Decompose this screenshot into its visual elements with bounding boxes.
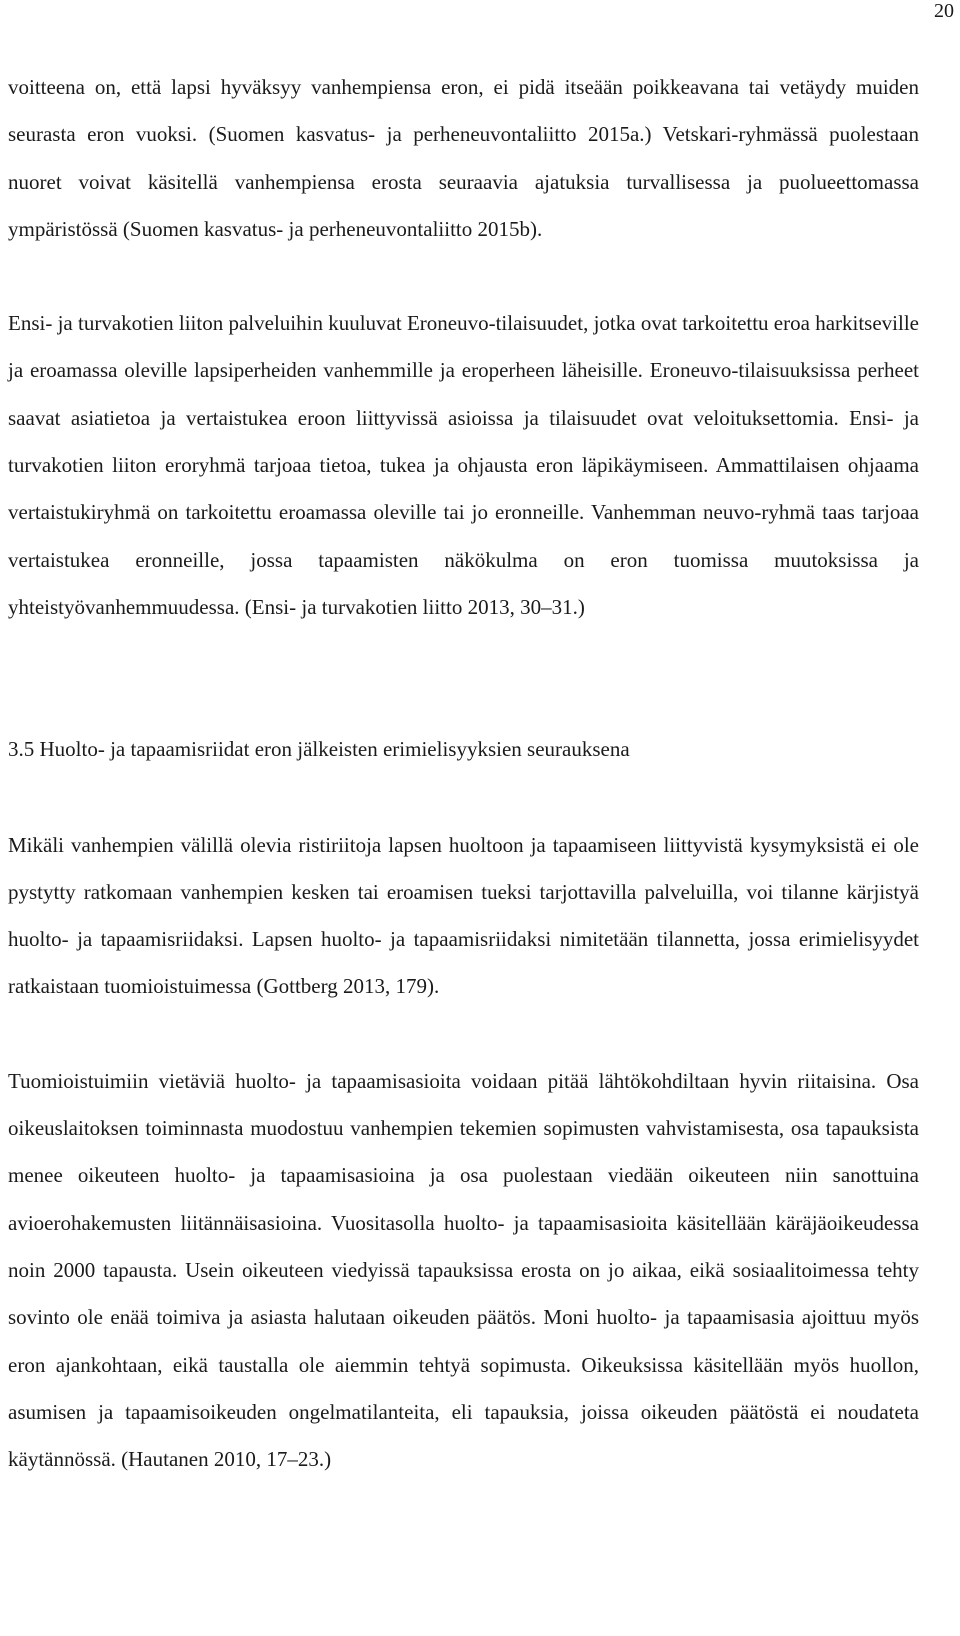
paragraph-3: Mikäli vanhempien välillä olevia ristiriitoja lapsen huoltoon ja tapaamiseen liittyvistä kysymyksistä ei ole pystytty ratkomaan vanhempien kesken tai eroamisen tueksi tarjottavilla palveluilla, voi tilanne kärjistyä huolto- ja tapaamisriidaksi. Lapsen huolto- ja tapaamisriidaksi nimitetään tilannetta, jossa erimielisyydet ratkaistaan tuomioistuimessa (Gottberg 2013, 179). <box>8 832 919 999</box>
section-heading: 3.5 Huolto- ja tapaamisriidat eron jälkeisten erimielisyyksien seurauksena <box>8 737 630 762</box>
page-number: 20 <box>934 0 954 22</box>
paragraph-2: Ensi- ja turvakotien liiton palveluihin kuuluvat Eroneuvo-tilaisuudet, jotka ovat tarkoitettu eroa harkitseville ja eroamassa oleville lapsiperheiden vanhemmille ja eroperheen läheisille. Eroneuvo-tilaisuuksissa perheet saavat asiatietoa ja vertaistukea eroon liittyvissä asioissa ja tilaisuudet ovat veloituksettomia. Ensi- ja turvakotien liiton eroryhmä tarjoaa tietoa, tukea ja ohjausta eron läpikäymiseen. Ammattilaisen ohjaama vertaistukiryhmä on tarkoitettu eroamassa oleville tai jo eronneille. Vanhemman neuvo-ryhmä taas tarjoaa vertaistukea eronneille, jossa tapaamisten näkökulma on eron tuomissa muutoksissa ja yhteistyövanhemmuudessa. (Ensi- ja turvakotien liitto 2013, 30–31.) <box>8 311 919 619</box>
document-body <box>8 64 919 1483</box>
paragraph-4: Tuomioistuimiin vietäviä huolto- ja tapaamisasioita voidaan pitää lähtökohdiltaan hyvin riitaisina. Osa oikeuslaitoksen toiminnasta muodostuu vanhempien tekemien sopimusten vahvistamisesta, osa tapauksista menee oikeuteen huolto- ja tapaamisasioina ja osa puolestaan viedään oikeuteen niin sanottuina avioerohakemusten liitännäisasioina. Vuositasolla huolto- ja tapaamisasioita käsitellään käräjäoikeudessa noin 2000 tapausta. Usein oikeuteen viedyissä tapauksissa erosta on jo aikaa, eikä sosiaalitoimessa tehty sovinto ole enää toimiva ja asiasta halutaan oikeuden päätös. Moni huolto- ja tapaamisasia ajoittuu myös eron ajankohtaan, eikä taustalla ole aiemmin tehtyä sopimusta. Oikeuksissa käsitellään myös huollon, asumisen ja tapaamisoikeuden ongelmatilanteita, eli tapauksia, joissa oikeuden päätöstä ei noudateta käytännössä. (Hautanen 2010, 17–23.) <box>8 1068 919 1472</box>
paragraph-1: voitteena on, että lapsi hyväksyy vanhempiensa eron, ei pidä itseään poikkeavana tai vetäydy muiden seurasta eron vuoksi. (Suomen kasvatus- ja perheneuvontaliitto 2015a.) Vetskari-ryhmässä puolestaan nuoret voivat käsitellä vanhempiensa erosta seuraavia ajatuksia turvallisessa ja puolueettomassa ympäristössä (Suomen kasvatus- ja perheneuvontaliitto 2015b). <box>8 75 919 241</box>
